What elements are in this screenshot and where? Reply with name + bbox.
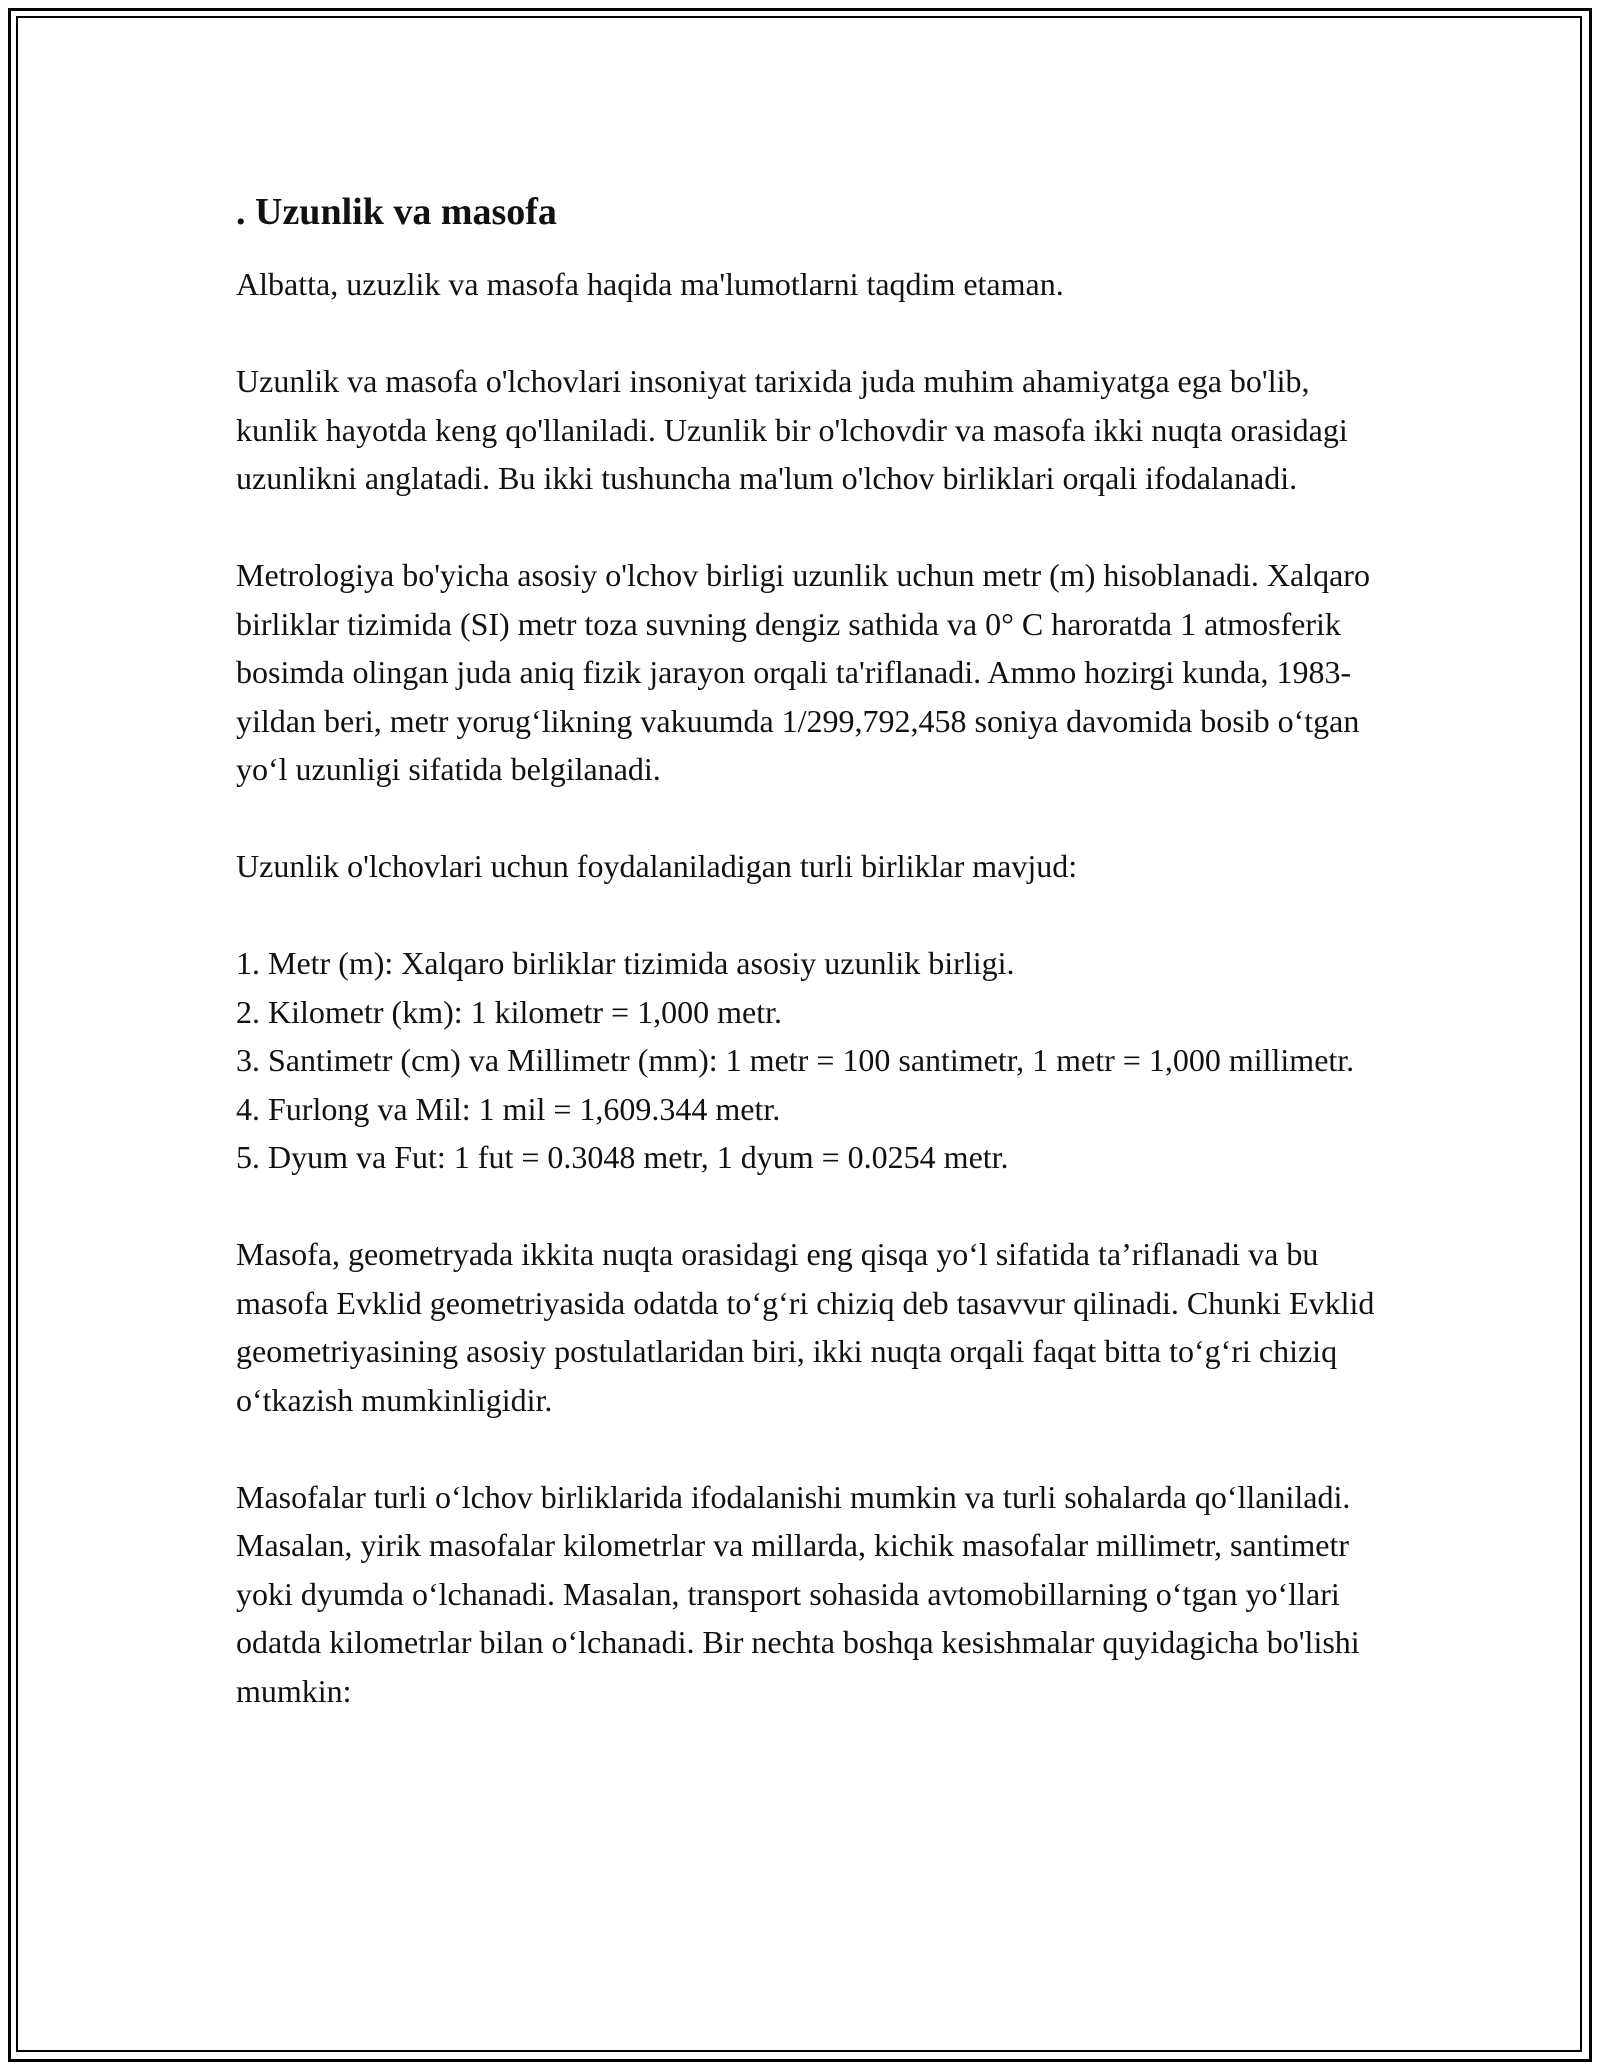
list-item: 3. Santimetr (cm) va Millimetr (mm): 1 metr = 100 santimetr, 1 metr = 1,000 millimetr. xyxy=(236,1042,1355,1078)
list-item: 5. Dyum va Fut: 1 fut = 0.3048 metr, 1 dyum = 0.0254 metr. xyxy=(236,1139,1009,1175)
list-item: 4. Furlong va Mil: 1 mil = 1,609.344 metr. xyxy=(236,1090,781,1127)
document-body xyxy=(236,186,1376,1764)
units-list xyxy=(236,939,1376,1182)
paragraph-units-intro: Uzunlik o'lchovlari uchun foydalaniladigan turli birliklar mavjud: xyxy=(236,848,1078,884)
paragraph-geometry: Masofa, geometryada ikkita nuqta orasidagi eng qisqa yo‘l sifatida ta’riflanadi va bu masofa Evklid geometriyasida odatda to‘g‘ri chiziq deb tasavvur qilinadi. Chunki Evklid geometriyasining asosiy postulatlaridan biri, ikki nuqta orqali faqat bitta to‘g‘ri chiziq o‘tkazish mumkinligidir. xyxy=(236,1236,1375,1418)
paragraph-length-and-distance: Uzunlik va masofa o'lchovlari insoniyat tarixida juda muhim ahamiyatga ega bo'lib, kunlik hayotda keng qo'llaniladi. Uzunlik bir o'lchovdir va masofa ikki nuqta orasidagi uzunlikni anglatadi. Bu ikki tushuncha ma'lum o'lchov birliklari orqali ifodalanadi. xyxy=(236,363,1348,496)
section-heading: . Uzunlik va masofa xyxy=(236,191,557,233)
paragraph-metrology: Metrologiya bo'yicha asosiy o'lchov birligi uzunlik uchun metr (m) hisoblanadi. Xalqaro birliklar tizimida (SI) metr toza suvning dengiz sathida va 0° C haroratda 1 atmosferik bosimda olingan juda aniq fizik jarayon orqali ta'riflanadi. Ammo hozirgi kunda, 1983-yildan beri, metr yorug‘likning vakuumda 1/299,792,458 soniya davomida bosib o‘tgan yo‘l uzunligi sifatida belgilanadi. xyxy=(236,557,1370,787)
paragraph-distance-units: Masofalar turli o‘lchov birliklarida ifodalanishi mumkin va turli sohalarda qo‘llaniladi. Masalan, yirik masofalar kilometrlar va millarda, kichik masofalar millimetr, santimetr yoki dyumda o‘lchanadi. Masalan, transport sohasida avtomobillarning o‘tgan yo‘llari odatda kilometrlar bilan o‘lchanadi. Bir nechta boshqa kesishmalar quyidagicha bo'lishi mumkin: xyxy=(236,1478,1360,1709)
intro-paragraph: Albatta, uzuzlik va masofa haqida ma'lumotlarni taqdim etaman. xyxy=(236,266,1064,302)
list-item: 2. Kilometr (km): 1 kilometr = 1,000 metr. xyxy=(236,993,782,1030)
list-item: 1. Metr (m): Xalqaro birliklar tizimida asosiy uzunlik birligi. xyxy=(236,945,1015,981)
